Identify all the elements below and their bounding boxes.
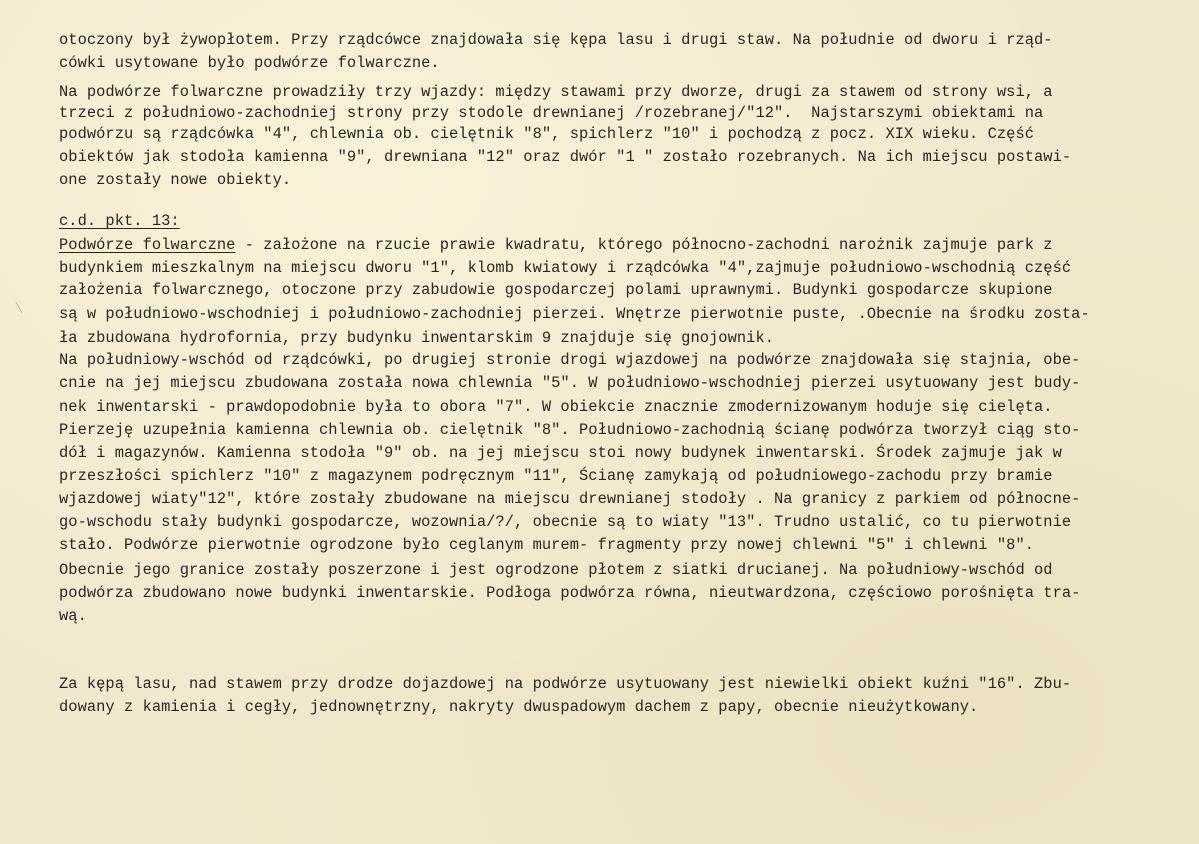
margin-mark <box>15 299 27 313</box>
text-line: budynkiem mieszkalnym na miejscu dworu "1", klomb kwiatowy i rządcówka "4",zajmuje południowo-wschodnią część <box>59 259 1072 277</box>
text-line: Pierzeję uzupełnia kamienna chlewnia ob. cielętnik "8". Południowo-zachodnią ścianę podwórza tworzył ciąg sto- <box>59 421 1081 439</box>
text-span: - założone na rzucie prawie kwadratu, którego północno-zachodni narożnik zajmuje park z <box>235 236 1053 254</box>
text-line: ła zbudowana hydrofornia, przy budynku inwentarskim 9 znajduje się gnojownik. <box>59 329 775 347</box>
text-line: trzeci z południowo-zachodniej strony przy stodole drewnianej /rozebranej/"12". Najstarszymi obiektami na <box>59 104 1044 122</box>
text-line: Na podwórze folwarczne prowadziły trzy wjazdy: między stawami przy dworze, drugi za stawem od strony wsi, a <box>59 83 1053 101</box>
text-line: dół i magazynów. Kamienna stodoła "9" ob. na jej miejscu stoi nowy budynek inwentarski. Środek zajmuje jak w <box>59 444 1062 462</box>
text-line: podwórzu są rządcówka "4", chlewnia ob. cielętnik "8", spichlerz "10" i pochodzą z pocz. XIX wieku. Część <box>59 125 1035 143</box>
text-line: stało. Podwórze pierwotnie ogrodzone było ceglanym murem- fragmenty przy nowej chlewni "5" i chlewni "8". <box>59 536 1035 554</box>
section-label: Podwórze folwarczne <box>59 236 236 254</box>
text-line: Na południowy-wschód od rządcówki, po drugiej stronie drogi wjazdowej na podwórze znajdowała się stajnia, obe- <box>59 351 1081 369</box>
text-line <box>59 235 1053 255</box>
text-line: są w południowo-wschodniej i południowo-zachodniej pierzei. Wnętrze pierwotnie puste, .Obecnie na środku zosta- <box>59 305 1090 323</box>
text-line: one zostały nowe obiekty. <box>59 171 292 189</box>
text-line: założenia folwarcznego, otoczone przy zabudowie gospodarczej polami uprawnymi. Budynki gospodarcze skupione <box>59 281 1053 299</box>
text-line: przeszłości spichlerz "10" z magazynem podręcznym "11", Ścianę zamykają od południowego-zachodu przy bramie <box>59 467 1053 485</box>
text-line: Obecnie jego granice zostały poszerzone i jest ogrodzone płotem z siatki drucianej. Na południowy-wschód od <box>59 561 1053 579</box>
text-line: cnie na jej miejscu zbudowana została nowa chlewnia "5". W południowo-wschodniej pierzei usytuowany jest budy- <box>59 374 1081 392</box>
text-line: nek inwentarski - prawdopodobnie była to obora "7". W obiekcie znacznie zmodernizowanym hoduje się cielęta. <box>59 398 1053 416</box>
text-line: podwórza zbudowano nowe budynki inwentarskie. Podłoga podwórza równa, nieutwardzona, częściowo porośnięta tra- <box>59 584 1081 602</box>
text-line: go-wschodu stały budynki gospodarcze, wozownia/?/, obecnie są to wiaty "13". Trudno ustalić, co tu pierwotnie <box>59 513 1072 531</box>
text-line: obiektów jak stodoła kamienna "9", drewniana "12" oraz dwór "1 " zostało rozebranych. Na ich miejscu postawi- <box>59 148 1072 166</box>
text-line: otoczony był żywopłotem. Przy rządcówce znajdowała się kępa lasu i drugi staw. Na południe od dworu i rząd- <box>59 31 1053 49</box>
text-line: dowany z kamienia i cegły, jednownętrzny, nakryty dwuspadowym dachem z papy, obecnie nieużytkowany. <box>59 698 979 716</box>
text-line: ców​ki usytowane było podwórze folwarczne. <box>59 54 440 72</box>
section-heading: c.d. pkt. 13: <box>59 212 180 230</box>
text-line: wjazdowej wiaty"12", które zostały zbudowane na miejscu drewnianej stodoły . Na granicy z parkiem od północne- <box>59 490 1081 508</box>
text-line: Za kępą lasu, nad stawem przy drodze dojazdowej na podwórze usytuowany jest niewielki obiekt kuźni "16". Zbu- <box>59 675 1072 693</box>
text-line: wą. <box>59 607 87 625</box>
